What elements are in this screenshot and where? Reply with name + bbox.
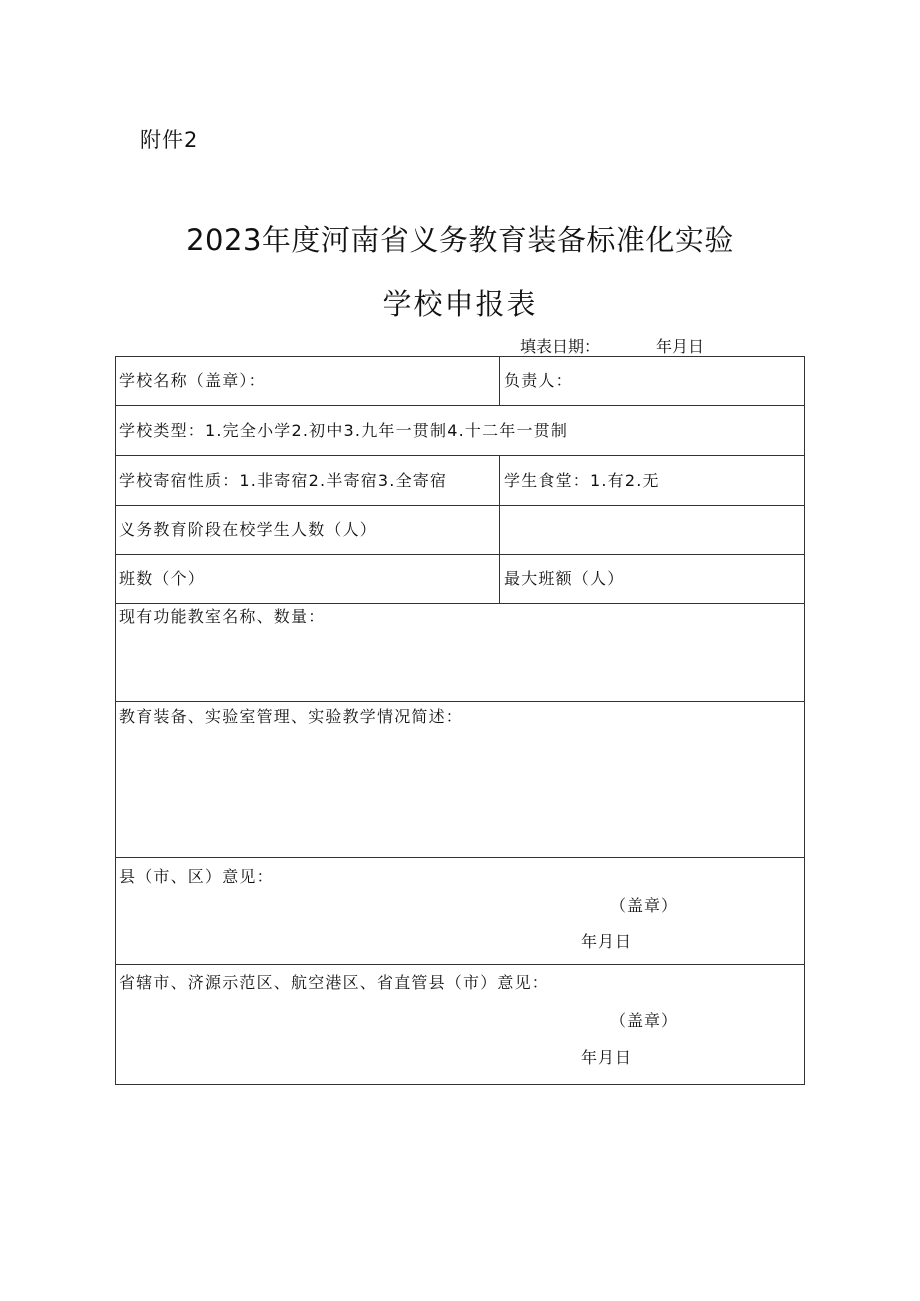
row-divider: [115, 405, 805, 406]
fill-date: [520, 334, 704, 357]
school-type-label: 学校类型：1.完全小学2.初中3.九年一贯制4.十二年一贯制: [119, 421, 569, 440]
city-seal: （盖章）: [610, 1011, 679, 1030]
table-border-right: [804, 356, 805, 1085]
students-count-label: 义务教育阶段在校学生人数（人）: [119, 520, 378, 539]
classes-count-label: 班数（个）: [119, 569, 206, 588]
description-label: 教育装备、实验室管理、实验教学情况简述：: [119, 707, 464, 726]
row-divider: [115, 505, 805, 506]
row-divider: [115, 554, 805, 555]
row-divider: [115, 857, 805, 858]
county-date: 年月日: [581, 932, 633, 951]
column-divider: [499, 356, 500, 406]
attachment-label: 附件2: [140, 128, 199, 152]
row-divider: [115, 701, 805, 702]
table-border-bottom: [115, 1084, 805, 1085]
function-rooms-label: 现有功能教室名称、数量：: [119, 607, 326, 626]
max-class-size-label: 最大班额（人）: [504, 569, 625, 588]
fill-date-label: 填表日期：: [520, 337, 601, 356]
form-title-line2: 学校申报表: [382, 287, 538, 321]
column-divider: [499, 455, 500, 604]
row-divider: [115, 964, 805, 965]
table-border-top: [115, 356, 805, 357]
county-seal: （盖章）: [610, 896, 679, 915]
row-divider: [115, 455, 805, 456]
fill-date-suffix: 年月日: [656, 337, 705, 356]
city-date: 年月日: [581, 1048, 633, 1067]
form-title-line1: 2023年度河南省义务教育装备标准化实验: [186, 223, 734, 257]
county-opinion-label: 县（市、区）意见：: [119, 867, 274, 886]
principal-label: 负责人：: [504, 371, 573, 390]
table-border-left: [115, 356, 116, 1085]
canteen-label: 学生食堂：1.有2.无: [504, 471, 660, 490]
school-name-label: 学校名称（盖章）：: [119, 371, 266, 390]
boarding-type-label: 学校寄宿性质：1.非寄宿2.半寄宿3.全寄宿: [119, 471, 448, 490]
city-opinion-label: 省辖市、济源示范区、航空港区、省直管县（市）意见：: [119, 973, 550, 992]
row-divider: [115, 603, 805, 604]
